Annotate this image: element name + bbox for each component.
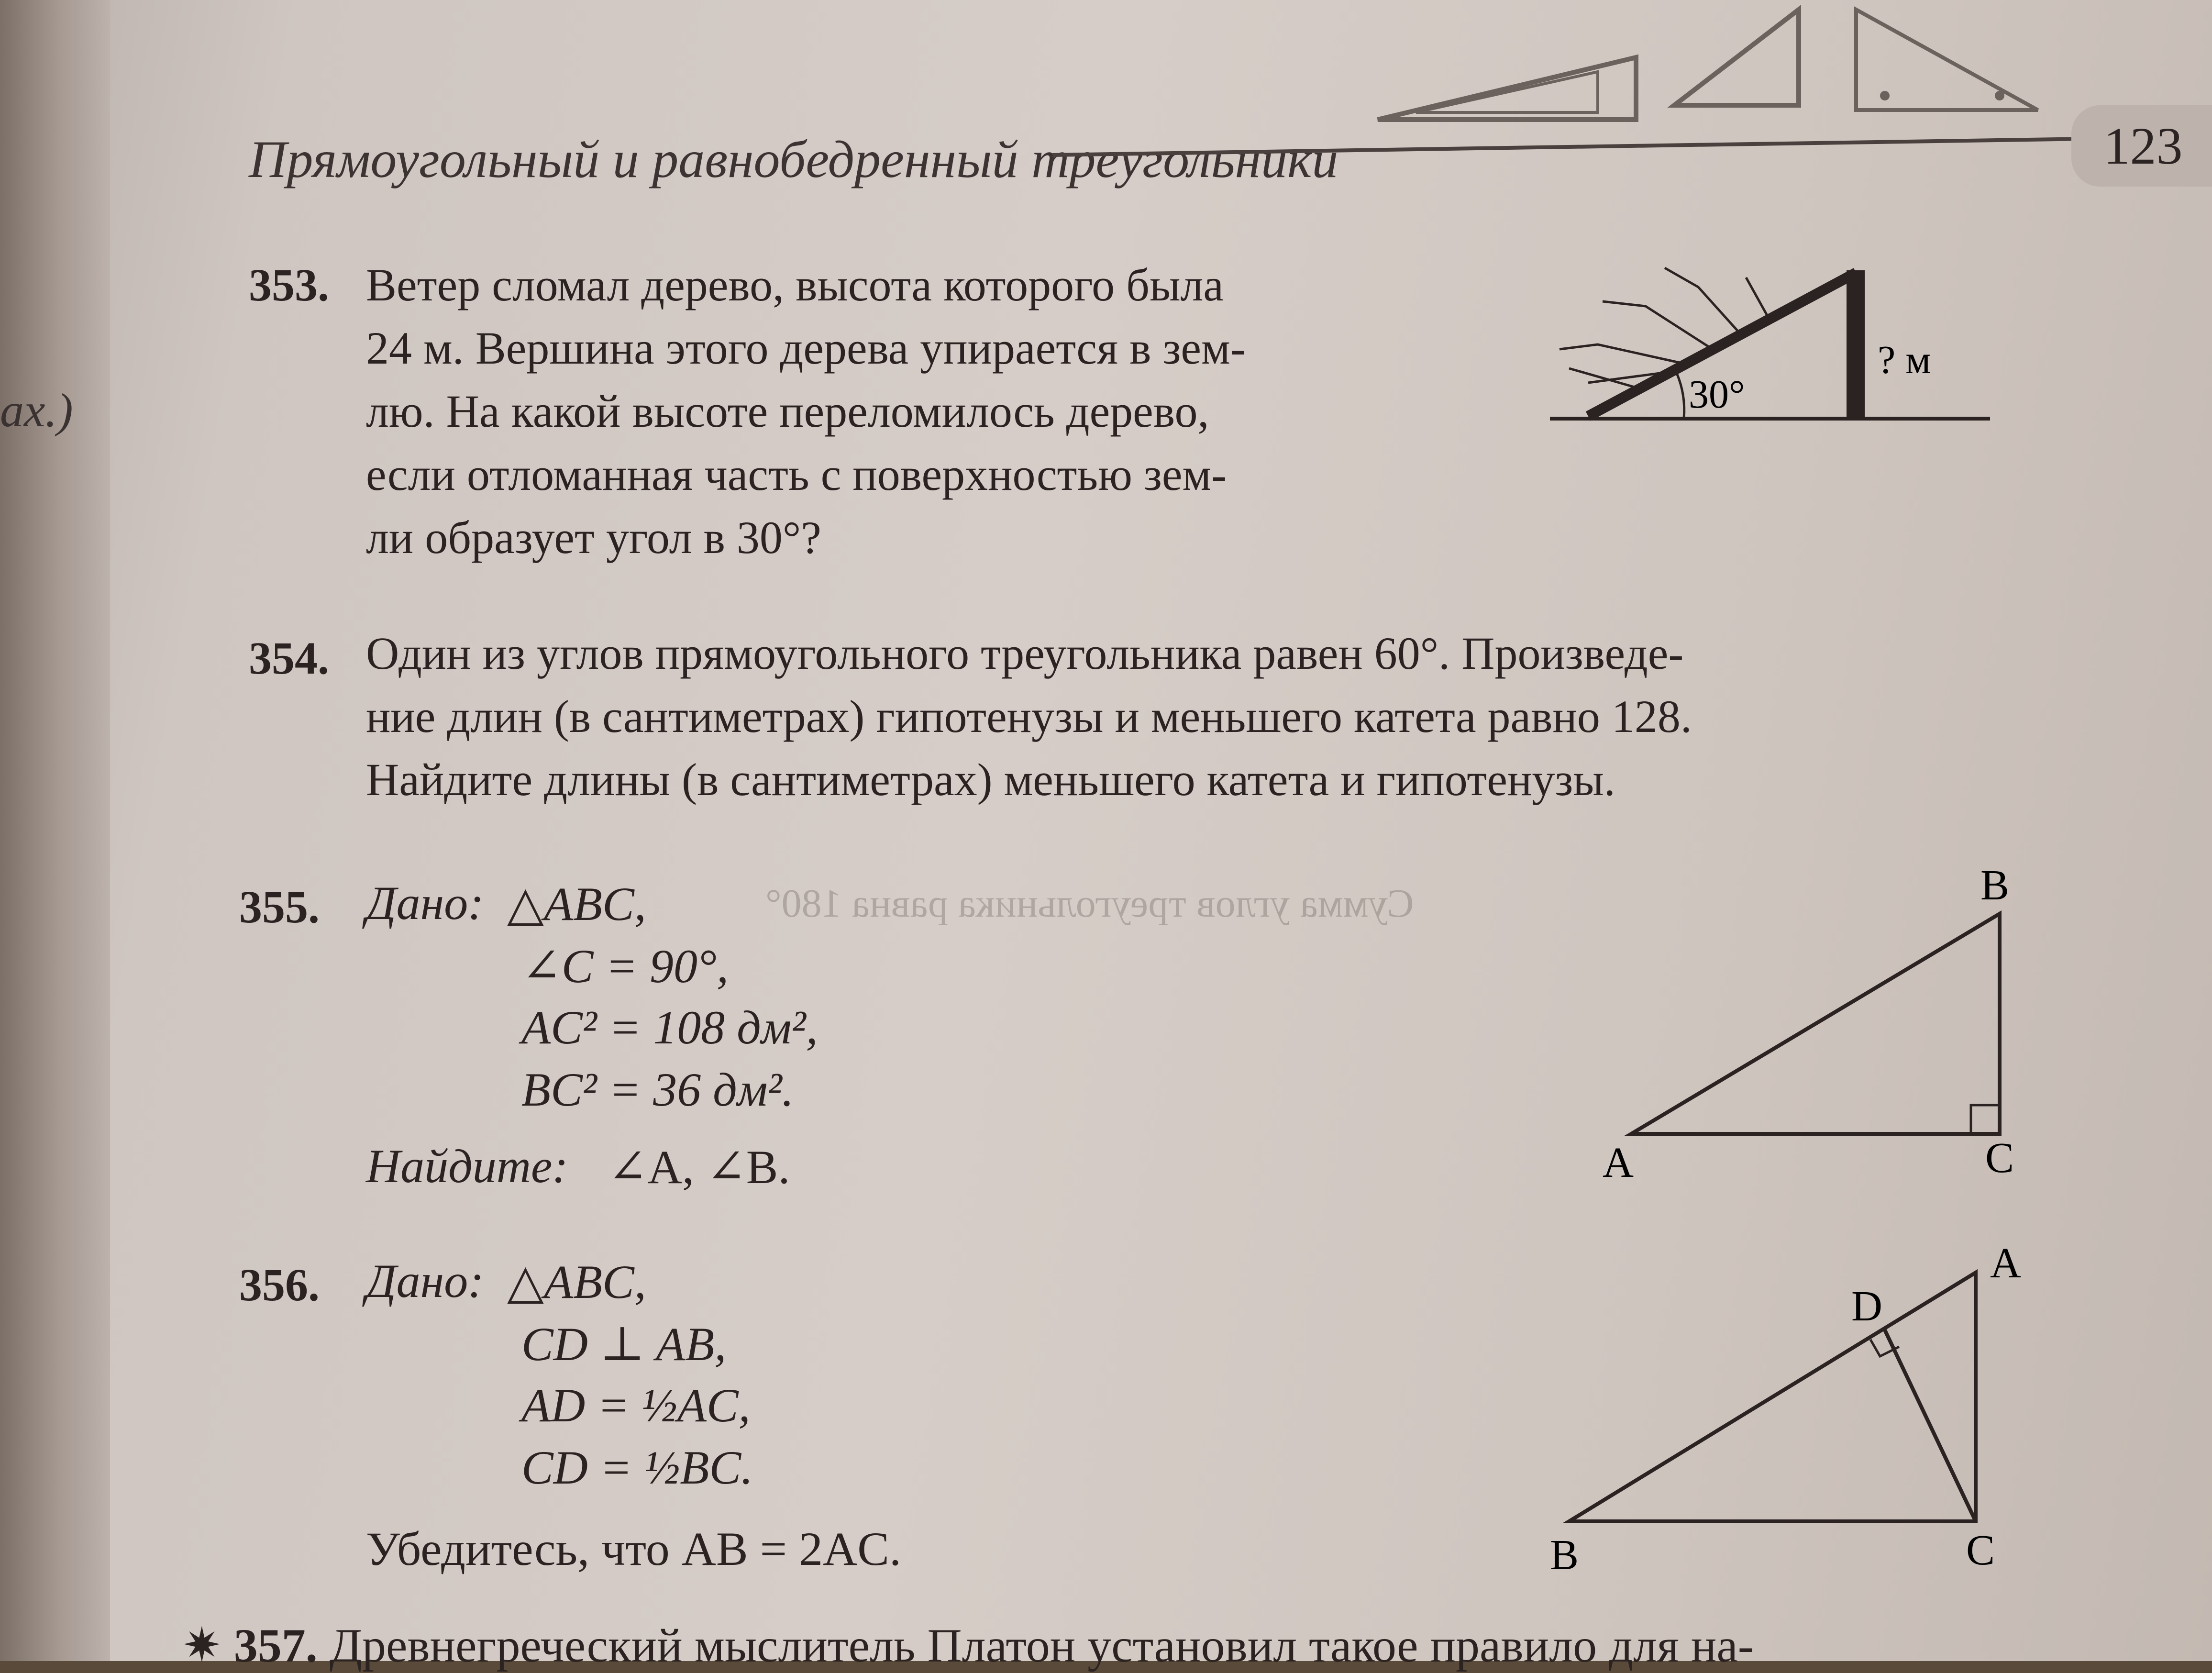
- text-line: лю. На какой высоте переломилось дерево,: [366, 386, 1209, 437]
- problem-355: [239, 875, 320, 939]
- decorative-set-squares: [1292, 0, 2057, 144]
- given-line: △ABC,: [507, 877, 646, 931]
- triangle-355-figure: [1579, 852, 2081, 1196]
- angle-arc: [1677, 373, 1684, 419]
- triangle-abc: [1631, 914, 2000, 1134]
- text-line: Один из углов прямоугольного треугольника равен 60°. Произведе-: [366, 628, 1684, 679]
- page-number: 123: [2071, 105, 2212, 187]
- problem-number: 356.: [239, 1259, 320, 1310]
- given-line: AC² = 108 дм²,: [521, 1001, 818, 1054]
- problem-353: [249, 254, 329, 317]
- given-line: ∠C = 90°,: [521, 940, 729, 993]
- gutter-fragment: ах.): [0, 384, 73, 437]
- given-line: BC² = 36 дм².: [521, 1063, 794, 1116]
- given-label: Дано:: [366, 876, 484, 930]
- page-header-title: Прямоугольный и равнобедренный треугольники: [249, 130, 1338, 188]
- problem-number: 355.: [239, 881, 320, 932]
- vertex-b-label: B: [1550, 1531, 1579, 1579]
- vertex-a-label: A: [1990, 1244, 2021, 1287]
- text-line: если отломанная часть с поверхностью зем-: [366, 449, 1227, 500]
- given-line: △ABC,: [507, 1255, 646, 1308]
- triangle-356-figure: [1545, 1244, 2071, 1579]
- vertex-a-label: A: [1603, 1139, 1634, 1186]
- problem-354-text: [366, 622, 2040, 811]
- right-angle-mark: [1971, 1105, 2000, 1134]
- vertex-b-label: B: [1980, 862, 2010, 909]
- text-line: Ветер сломал дерево, высота которого была: [366, 259, 1224, 310]
- angle-label: 30°: [1689, 372, 1745, 417]
- conclusion-line: Убедитесь, что AB = 2AC.: [366, 1522, 901, 1575]
- text-line: Найдите длины (в сантиметрах) меньшего катета и гипотенузы.: [366, 754, 1615, 805]
- point-d-label: D: [1851, 1283, 1882, 1330]
- text-line: ние длин (в сантиметрах) гипотенузы и меньшего катета равно 128.: [366, 691, 1692, 742]
- vertex-c-label: C: [1985, 1134, 2014, 1182]
- altitude-cd: [1885, 1330, 1976, 1521]
- given-label: Дано:: [366, 1254, 484, 1307]
- find-value: ∠A, ∠B.: [608, 1141, 790, 1194]
- problem-number: 353.: [249, 259, 329, 310]
- given-line: CD = ½BC.: [521, 1441, 753, 1494]
- book-binding: [0, 0, 110, 1661]
- problem-353-text: [366, 254, 1418, 569]
- broken-tree-figure: [1540, 230, 1995, 450]
- find-label: Найдите:: [366, 1140, 568, 1193]
- text-line: ли образует угол в 30°?: [366, 512, 821, 563]
- sun-icon: ✷: [182, 1619, 222, 1672]
- problem-number: 357.: [233, 1619, 318, 1672]
- given-line: AD = ½AC,: [521, 1379, 751, 1432]
- text-line: 24 м. Вершина этого дерева упирается в зем-: [366, 322, 1246, 374]
- vertex-c-label: C: [1966, 1527, 1995, 1574]
- problem-357: [182, 1617, 1754, 1673]
- problem-354: [249, 627, 329, 690]
- bleed-through-text: Сумма углов треугольника равна 180°: [765, 881, 1414, 926]
- tree-trunk: [1847, 270, 1865, 419]
- problem-number: 354.: [249, 632, 329, 684]
- problem-356: [239, 1253, 320, 1317]
- text-line: Древнегреческий мыслитель Платон установил такое правило для на-: [329, 1619, 1754, 1672]
- given-line: CD ⊥ AB,: [521, 1318, 727, 1371]
- height-label: ? м: [1878, 338, 1931, 382]
